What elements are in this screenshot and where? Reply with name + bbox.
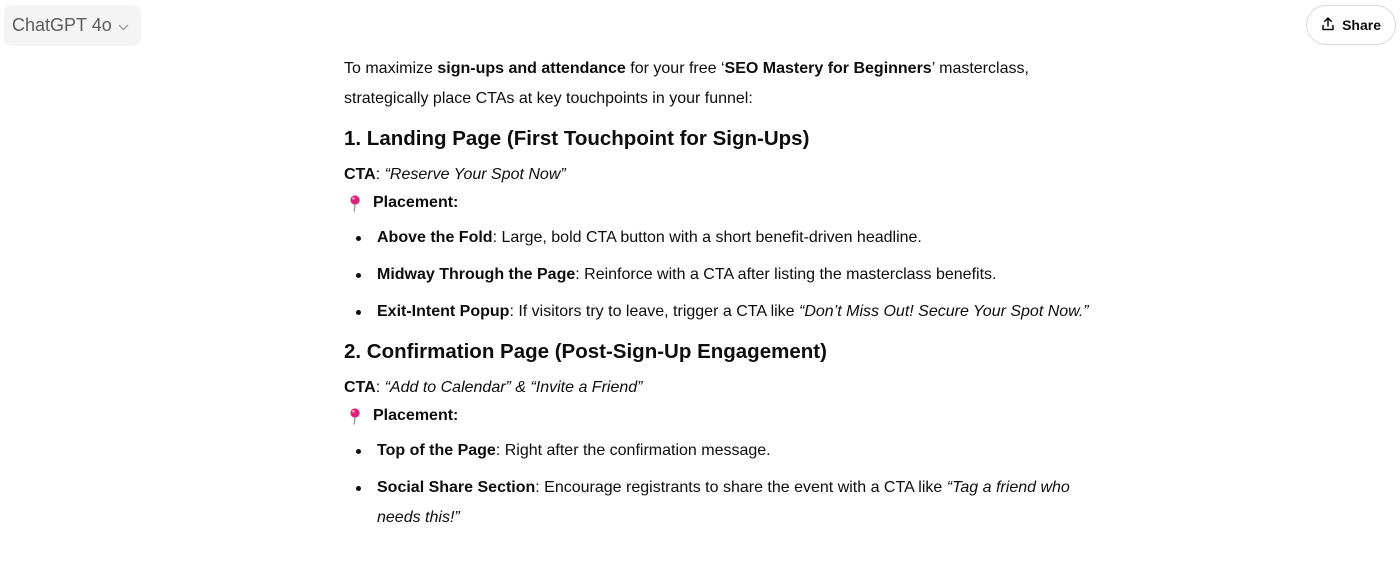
section-heading: 2. Confirmation Page (Post-Sign-Up Engagement) bbox=[344, 340, 827, 363]
intro-bold: sign-ups and attendance bbox=[437, 60, 626, 77]
cta-line: CTA: “Add to Calendar” & “Invite a Friend” bbox=[344, 379, 643, 396]
placement-label-row bbox=[344, 402, 1104, 430]
list-item: Midway Through the Page: Reinforce with a CTA after listing the masterclass benefits. bbox=[344, 260, 1104, 290]
bullet-bold: Midway Through the Page bbox=[377, 266, 576, 283]
bullet-text: If visitors try to leave, trigger a CTA like bbox=[513, 303, 800, 320]
list-item: Top of the Page: Right after the confirmation message. bbox=[344, 436, 1104, 466]
model-name: ChatGPT 4o bbox=[12, 15, 112, 35]
chevron-down-icon bbox=[118, 20, 129, 34]
bullet-list bbox=[344, 223, 1104, 327]
cta-value: “Reserve Your Spot Now” bbox=[384, 166, 566, 183]
intro-text: for your free ‘ bbox=[625, 60, 725, 77]
list-item: Social Share Section: Encourage registrants to share the event with a CTA like “Tag a friend who needs this!” bbox=[344, 473, 1104, 533]
bullet-italic: “Don’t Miss Out! Secure Your Spot Now.” bbox=[799, 303, 1089, 320]
placement-label-row bbox=[344, 189, 1104, 217]
cta-line: CTA: “Reserve Your Spot Now” bbox=[344, 166, 566, 183]
bullet-text: Encourage registrants to share the event with a CTA like bbox=[539, 479, 947, 496]
model-switcher-button[interactable] bbox=[4, 5, 141, 46]
list-item: Above the Fold: Large, bold CTA button with a short benefit-driven headline. bbox=[344, 223, 1104, 253]
cta-value: “Add to Calendar” & “Invite a Friend” bbox=[384, 379, 643, 396]
pushpin-icon bbox=[346, 407, 365, 426]
bullet-bold: Exit-Intent Popup bbox=[377, 303, 510, 320]
bullet-text: Reinforce with a CTA after listing the masterclass benefits. bbox=[579, 266, 997, 283]
cta-label: CTA bbox=[344, 379, 376, 396]
assistant-message bbox=[344, 54, 1104, 543]
bullet-text: Right after the confirmation message. bbox=[500, 442, 771, 459]
pushpin-icon bbox=[346, 194, 365, 213]
intro-text: ’ masterclass, strategically place CTAs at key touchpoints in your funnel: bbox=[344, 60, 1029, 107]
intro-bold: SEO Mastery for Beginners bbox=[724, 60, 932, 77]
share-button[interactable] bbox=[1306, 5, 1396, 45]
placement-label: Placement: bbox=[373, 194, 459, 211]
share-label: Share bbox=[1342, 17, 1381, 33]
cta-label: CTA bbox=[344, 166, 376, 183]
bullet-list bbox=[344, 436, 1104, 533]
bullet-bold: Top of the Page bbox=[377, 442, 496, 459]
placement-label: Placement: bbox=[373, 407, 459, 424]
bullet-italic: “Tag a friend who needs this!” bbox=[377, 479, 1070, 526]
bullet-bold: Social Share Section bbox=[377, 479, 536, 496]
top-bar bbox=[0, 0, 1400, 50]
intro-paragraph bbox=[344, 54, 1104, 114]
intro-text: To maximize bbox=[344, 60, 438, 77]
share-upload-icon bbox=[1321, 17, 1335, 34]
bullet-text: Large, bold CTA button with a short benefit-driven headline. bbox=[497, 229, 922, 246]
list-item: Exit-Intent Popup: If visitors try to leave, trigger a CTA like “Don’t Miss Out! Secure Your Spot Now.” bbox=[344, 297, 1104, 327]
section-heading: 1. Landing Page (First Touchpoint for Sign-Ups) bbox=[344, 127, 810, 150]
bullet-bold: Above the Fold bbox=[377, 229, 493, 246]
